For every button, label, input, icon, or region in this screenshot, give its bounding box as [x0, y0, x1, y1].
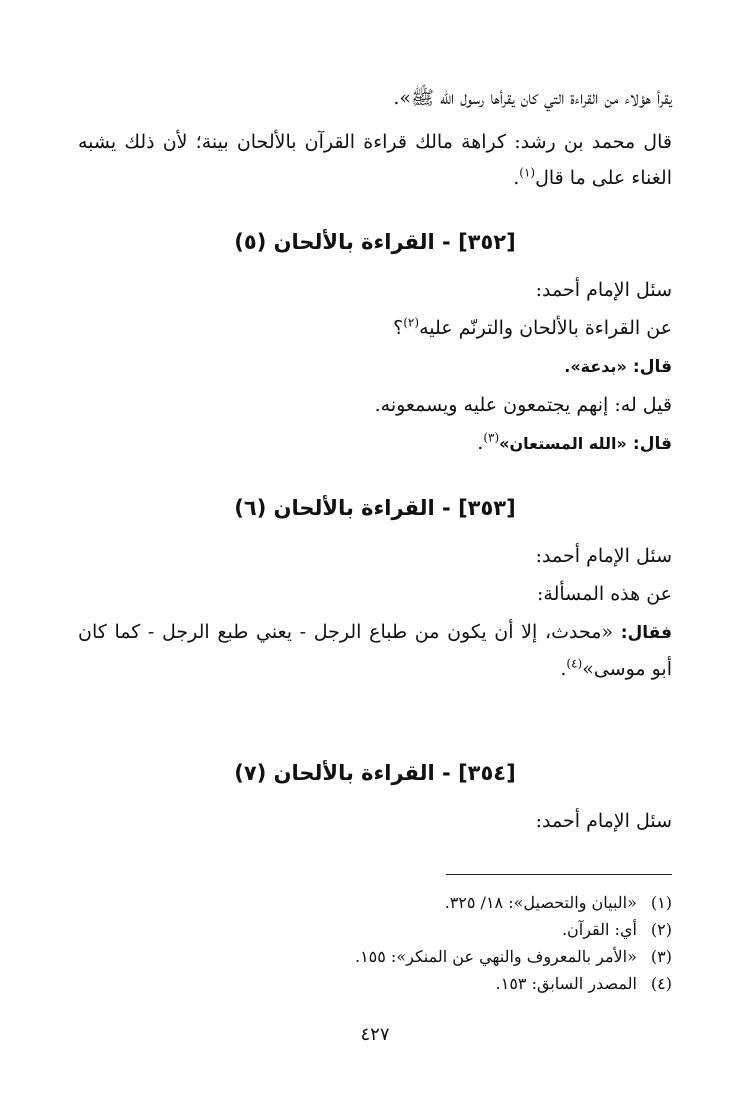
- footnote-number: (٢): [650, 920, 672, 939]
- question-line: [78, 310, 672, 346]
- answer-line-2: [78, 425, 672, 462]
- footnotes: [78, 874, 672, 997]
- fa-qal-label: فقال:: [620, 623, 672, 643]
- said-to-him-line: قيل له: إنهم يجتمعون عليه ويسمعونه.: [374, 394, 672, 416]
- footnote: [78, 943, 672, 970]
- answer-paragraph: [78, 614, 672, 687]
- punctuation: .: [477, 432, 484, 454]
- footnote-ref-2: (٢): [403, 315, 420, 330]
- qal-label: قال:: [632, 357, 672, 377]
- section-heading-353: [٣٥٣] - القراءة بالألحان (٦): [234, 496, 516, 520]
- answer-text-2: «الله المستعان»: [499, 434, 627, 453]
- qal-label: قال:: [632, 434, 672, 454]
- footnote-ref-3: (٣): [483, 430, 500, 445]
- section-heading-354: [٣٥٤] - القراءة بالألحان (٧): [234, 761, 516, 785]
- footnote: [78, 916, 672, 943]
- answer-text-1: «بدعة».: [564, 357, 627, 376]
- footnote-divider: [446, 874, 672, 875]
- page-body: [78, 80, 672, 841]
- footnote-number: (٤): [650, 974, 672, 993]
- footnote-text: «الأمر بالمعروف والنهي عن المنكر»: ١٥٥.: [354, 947, 637, 966]
- footnote-number: (١): [650, 893, 672, 912]
- section-heading-352: [٣٥٢] - القراءة بالألحان (٥): [234, 230, 516, 254]
- asked-line: سئل الإمام أحمد:: [535, 545, 672, 567]
- ibn-rushd-paragraph: [78, 124, 672, 196]
- question-mark: ؟: [393, 317, 404, 339]
- ibn-rushd-text: قال محمد بن رشد: كراهة مالك قراءة القرآن بالألحان بينة؛ لأن ذلك يشبه الغناء على ما قال: [78, 131, 672, 189]
- asked-line: سئل الإمام أحمد:: [535, 810, 672, 832]
- answer-line-1: [78, 348, 672, 385]
- footnote-text: أي: القرآن.: [561, 920, 637, 939]
- footnote-text: «البيان والتحصيل»: ١٨/ ٣٢٥.: [444, 893, 637, 912]
- footnote-number: (٣): [650, 947, 672, 966]
- page-number: ٤٢٧: [360, 1024, 390, 1045]
- punctuation: .: [513, 167, 520, 189]
- punctuation: .: [560, 658, 567, 680]
- answer-text: «محدث، إلا أن يكون من طباع الرجل - يعني طبع الرجل - كما كان أبو موسى»: [78, 621, 672, 680]
- intro-line: يقرأ هؤلاء من القراءة التي كان يقرأها رسول الله ﷺ».: [393, 87, 672, 109]
- footnote-ref-4: (٤): [566, 656, 583, 671]
- footnote-ref-1: (١): [519, 165, 536, 180]
- footnote: [78, 970, 672, 997]
- footnote: [78, 889, 672, 916]
- question-text: عن القراءة بالألحان والترنّم عليه: [419, 317, 672, 339]
- asked-line: سئل الإمام أحمد:: [535, 279, 672, 301]
- about-line: عن هذه المسألة:: [537, 583, 672, 605]
- footnote-text: المصدر السابق: ١٥٣.: [495, 974, 637, 993]
